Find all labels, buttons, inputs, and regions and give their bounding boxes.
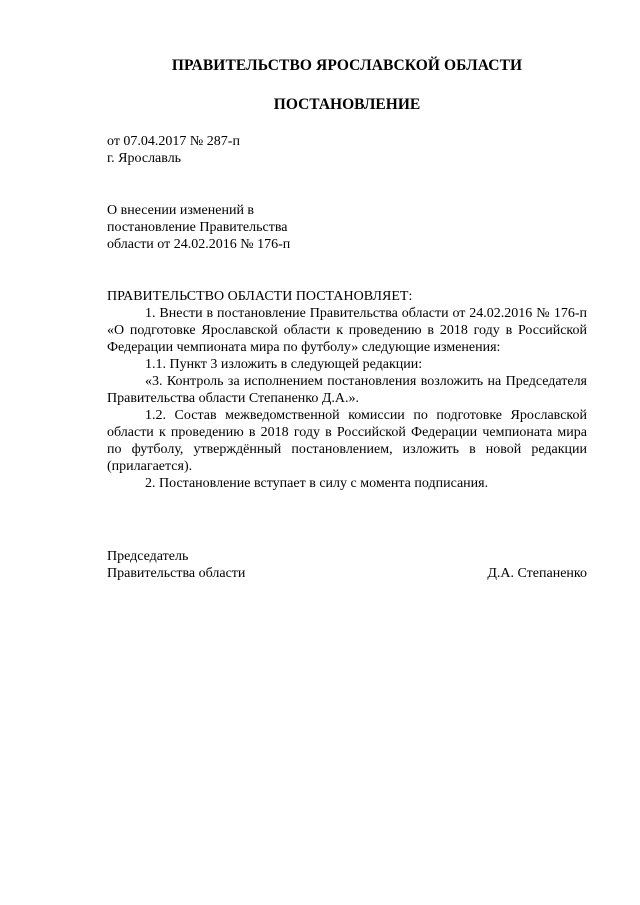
document-body [107,288,587,492]
paragraph-2: 2. Постановление вступает в силу с момента подписания. [145,476,489,491]
signatory-title: Председатель [107,549,189,564]
subject-line: О внесении изменений в [107,203,255,218]
paragraph-1-2: 1.2. Состав межведомственной комиссии по подготовке Ярославской области к проведению в 2018 году в Российской Федерации чемпионата мира по футболу, утверждённый постановлением, изложить в новой редакции (прилагается). [107,408,587,474]
preamble: ПРАВИТЕЛЬСТВО ОБЛАСТИ ПОСТАНОВЛЯЕТ: [107,289,413,304]
paragraph-1: 1. Внести в постановление Правительства области от 24.02.2016 № 176-п «О подготовке Ярославской области к проведению в 2018 году в Российской Федерации чемпионата мира по футболу» следующие изменения: [107,306,587,355]
paragraph-1-1: 1.1. Пункт 3 изложить в следующей редакции: [145,357,423,372]
subject-line: постановление Правительства [107,220,288,235]
city: г. Ярославль [107,151,182,166]
subject-line: области от 24.02.2016 № 176-п [107,237,291,252]
document-type: ПОСТАНОВЛЕНИЕ [273,96,421,113]
signatory-title: Правительства области [107,566,246,581]
document-meta [107,133,240,167]
government-title: ПРАВИТЕЛЬСТВО ЯРОСЛАВСКОЙ ОБЛАСТИ [171,57,523,74]
document-subject [107,202,337,253]
signature-block [107,548,587,582]
paragraph-1-1-quote: «3. Контроль за исполнением постановления возложить на Председателя Правительства области Степаненко Д.А.». [107,374,587,406]
signatory-name: Д.А. Степаненко [487,566,587,581]
date-number: от 07.04.2017 № 287-п [107,134,240,149]
